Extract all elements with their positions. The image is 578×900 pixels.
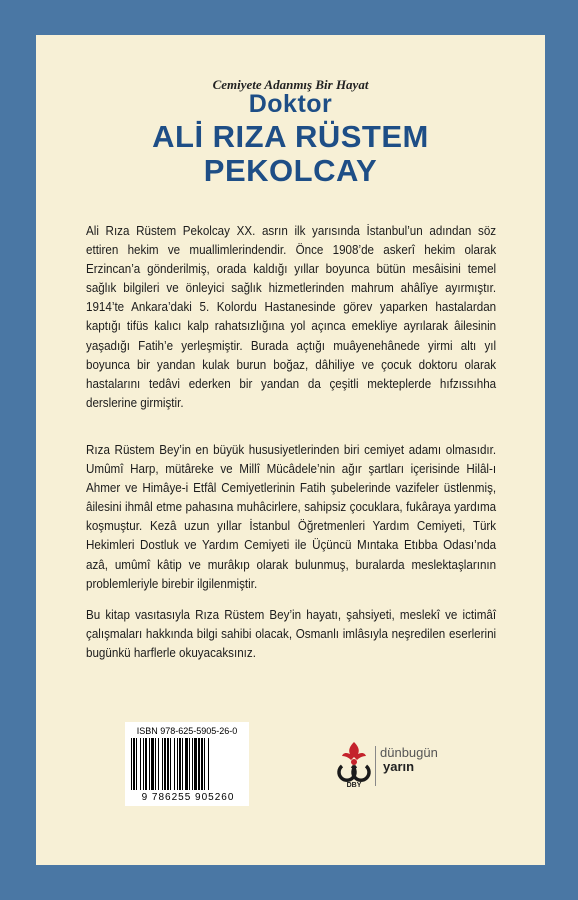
title-line-name: ALİ RIZA RÜSTEM [152,119,429,154]
publisher-logo-icon [336,738,372,788]
paragraph-2: Rıza Rüstem Bey’in en büyük hususiyetlerinden biri cemiyet adamı olmasıdır. Umûmî Harp, mütâreke ve Millî Mücâdele’nin ağır şartları içerisinde Hilâl-ı Ahmer ve Himâye-i Etfâl Cemiyetlerinin Fatih şubelerinde vazifeler üstlenmiş, âilesini ihmâl etme pahasına muhâcirlere, sahipsiz çocuklara, fukâraya yardıma koşmuştur. Kezâ uzun yıllar İstanbul Öğretmenleri Yardım Cemiyeti, Türk Hekimleri Dostluk ve Yardım Cemiyeti ile Üçüncü Mıntaka Etıbba Odası’nda azâ, umûmî kâtip ve murâkıp olarak bulunmuş, buralarda meslektaşlarının problemleriyle birebir ilgilenmiştir. [86,443,497,591]
logo-divider [375,746,376,786]
publisher-name-line1: dünbugün [380,745,438,760]
publisher-name-line2: yarın [383,759,415,774]
title-line-surname: PEKOLCAY [203,153,378,188]
paragraph-1: Ali Rıza Rüstem Pekolcay XX. asrın ilk yarısında İstanbul’un adından söz ettiren hekim ve muallimlerindendir. Önce 1908’de askerî hekim olarak Erzincan’a gönderilmiş, orada kaldığı yıllar boyunca bütün mesâisini temel sağlık bilgileri ve önleyici sağlık hizmetlerinden mahrum ahâlîye ayırmıştır. 1914’te Ankara’daki 5. Kolordu Hastanesinde görev yaparken hastalardan kaptığı tifüs kalıcı kalp rahatsızlığına yol açınca emekliye ayrılarak âilesinin yaşadığı Fatih’e yerleşmiştir. Burada açtığı muâyenehânede yirmi altı yıl boyunca bir yandan kulak burun boğaz, dâhiliye ve çocuk doktoru olarak hastalarını tedâvi ederken bir yandan da çeşitli mekteplerde hıfzıssıhha derslerine girmiştir. [86,224,497,410]
barcode-icon [131,738,243,790]
barcode-number: 9 786255 905260 [141,792,235,803]
paragraph-3: Bu kitap vasıtasıyla Rıza Rüstem Bey’in hayatı, şahsiyeti, meslekî ve ictimâî çalışmaları hakkında bilgi sahibi olacak, Osmanlı imlâsıyla neşredilen eserlerini bugünkü harflerle okuyacaksınız. [86,608,497,661]
barcode-box [125,722,249,806]
isbn-label: ISBN 978-625-5905-26-0 [136,726,238,736]
title-line-doktor: Doktor [248,90,333,118]
publisher-logo-text: DBY [346,782,362,788]
book-back-cover [36,35,545,865]
subtitle: Cemiyete Adanmış Bir Hayat [212,77,369,92]
